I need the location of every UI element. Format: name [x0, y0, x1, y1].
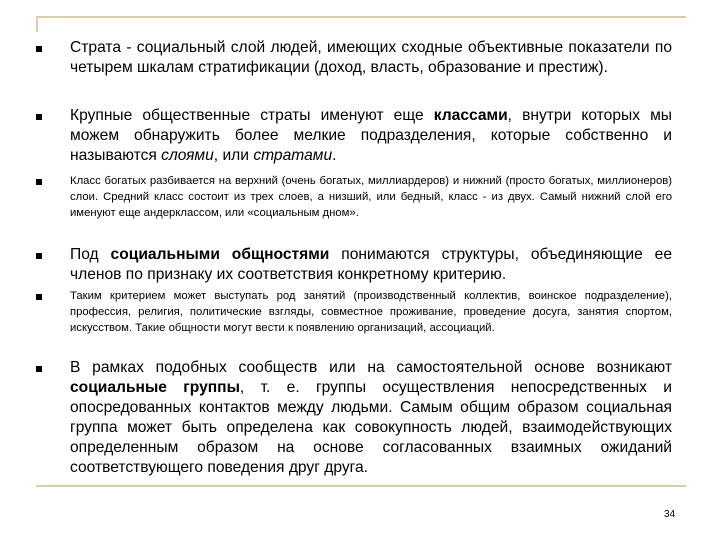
page-number: 34 [664, 509, 676, 520]
list-item-social-groups [70, 358, 672, 478]
term-social-communities: социальными общностями [110, 246, 330, 263]
term-social-groups: социальные группы [70, 379, 240, 396]
term-strata: стратами [253, 147, 333, 164]
bottom-divider [36, 485, 686, 487]
item-text: В рамках подобных сообществ или на самостоятельной основе возникают социальные группы, т. е. группы осуществления непосредственных и опосредованных контактов между людьми. Самым общим образом социальная группа может быть определена как совокупность людей, взаимодействующих определенным образом на основе согласованных взаимных ожиданий соответствующего поведения друг друга. [70, 359, 673, 476]
list-item-rich-class [70, 173, 672, 222]
term-classes: классами [433, 107, 508, 124]
item-text: Таким критерием может выступать род занятий (производственный коллектив, воинское подразделение), профессия, религия, политические взгляды, совместное проживание, проведение досуга, занятия спортом, искусством. Такие общности могут вести к появлению организаций, ассоциаций. [70, 290, 672, 335]
square-bullet-icon [36, 294, 42, 300]
item-text: Под социальными общностями понимаются структуры, объединяющие ее членов по признаку их соответствия конкретному критерию. [70, 246, 672, 283]
square-bullet-icon [36, 179, 42, 185]
item-text: Крупные общественные страты именуют еще классами, внутри которых мы можем обнаружить более мелкие подразделения, которые собственно и называются слоями, или стратами. [70, 107, 673, 164]
square-bullet-icon [36, 114, 42, 120]
list-item-criterion [70, 288, 672, 337]
item-text: Класс богатых разбивается на верхний (очень богатых, миллиардеров) и нижний (просто богатых, миллионеров) слои. Средний класс состоит из трех слоев, а низший, или бедный, класс - из двух. Самый нижний слой его именуют еще андерклассом, или «социальным дном». [70, 175, 672, 220]
square-bullet-icon [36, 366, 42, 372]
list-item-classes [70, 106, 672, 166]
list-item-social-communities [70, 245, 672, 285]
term-layers: слоями [161, 147, 214, 164]
square-bullet-icon [36, 46, 42, 52]
item-text: Страта - социальный слой людей, имеющих сходные объективные показатели по четырем шкалам стратификации (доход, власть, образование и престиж). [70, 39, 672, 76]
strata-term: Страта [70, 39, 122, 56]
square-bullet-icon [36, 253, 42, 259]
list-item-strata [70, 38, 672, 78]
